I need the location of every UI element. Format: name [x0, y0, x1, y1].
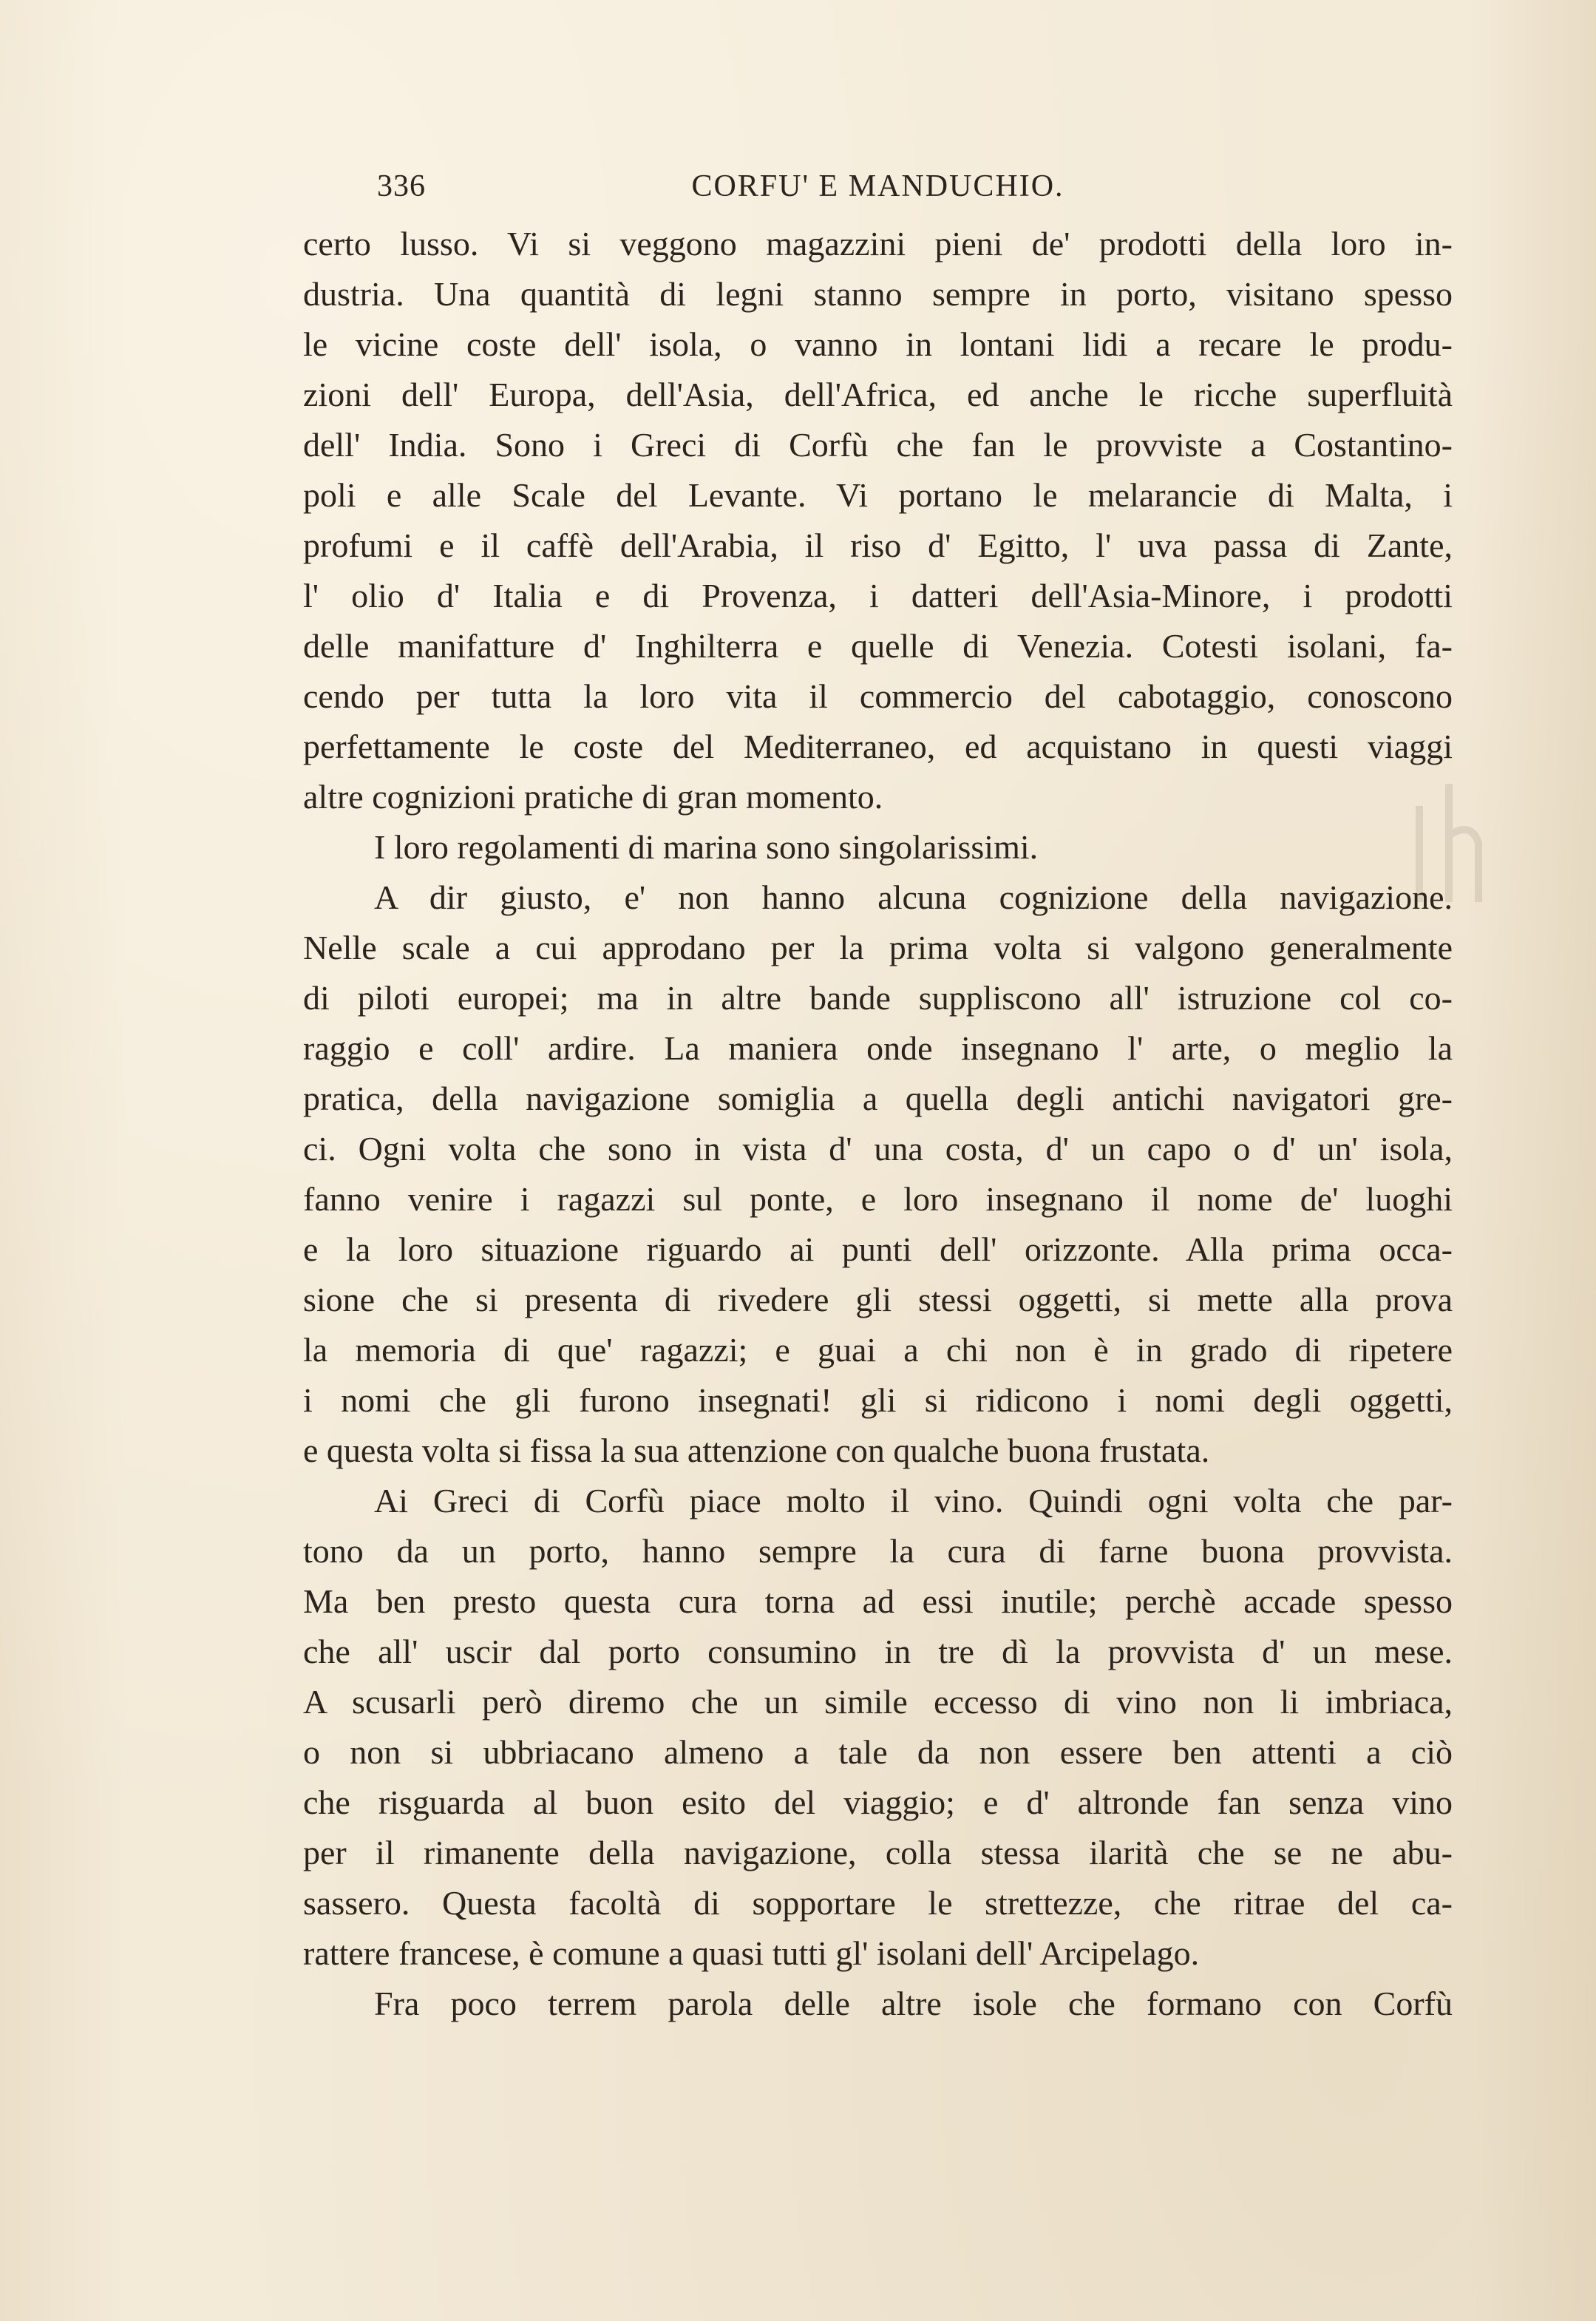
text-line: Ma ben presto questa cura torna ad essi inutile; perchè accade spesso [303, 1582, 1453, 1620]
text-line: per il rimanente della navigazione, colla stessa ilarità che se ne abu- [303, 1834, 1453, 1871]
text-line: sassero. Questa facoltà di sopportare le strettezze, che ritrae del ca- [303, 1884, 1453, 1922]
text-line: Fra poco terrem parola delle altre isole che formano con Corfù [374, 1985, 1453, 2022]
text-line: pratica, della navigazione somiglia a quella degli antichi navigatori gre- [303, 1080, 1453, 1117]
text-line: rattere francese, è comune a quasi tutti gl' isolani dell' Arcipelago. [303, 1934, 1200, 1972]
text-line: che all' uscir dal porto consumino in tre dì la provvista d' un mese. [303, 1633, 1453, 1670]
text-line: poli e alle Scale del Levante. Vi portano le melarancie di Malta, i [303, 476, 1453, 514]
text-line: dell' India. Sono i Greci di Corfù che fan le provviste a Costantino- [303, 426, 1453, 464]
text-line: di piloti europei; ma in altre bande suppliscono all' istruzione col co- [303, 979, 1453, 1017]
text-line: I loro regolamenti di marina sono singolarissimi. [374, 828, 1039, 866]
running-title: CORFU' E MANDUCHIO. [691, 169, 1064, 203]
text-line: che risguarda al buon esito del viaggio; e d' altronde fan senza vino [303, 1783, 1453, 1821]
text-line: A dir giusto, e' non hanno alcuna cognizione della navigazione. [374, 878, 1453, 916]
text-line: cendo per tutta la loro vita il commercio del cabotaggio, conoscono [303, 677, 1453, 715]
text-line: la memoria di que' ragazzi; e guai a chi non è in grado di ripetere [303, 1331, 1453, 1369]
text-line: e la loro situazione riguardo ai punti dell' orizzonte. Alla prima occa- [303, 1230, 1453, 1268]
text-line: perfettamente le coste del Mediterraneo, ed acquistano in questi viaggi [303, 728, 1453, 765]
body-text [303, 219, 1453, 2029]
text-line: l' olio d' Italia e di Provenza, i datteri dell'Asia-Minore, i prodotti [303, 577, 1453, 614]
text-line: profumi e il caffè dell'Arabia, il riso d' Egitto, l' uva passa di Zante, [303, 526, 1453, 564]
text-line: raggio e coll' ardire. La maniera onde insegnano l' arte, o meglio la [303, 1029, 1453, 1067]
text-line: altre cognizioni pratiche di gran momento. [303, 778, 883, 816]
text-line: dustria. Una quantità di legni stanno sempre in porto, visitano spesso [303, 275, 1453, 313]
text-line: delle manifatture d' Inghilterra e quelle di Venezia. Cotesti isolani, fa- [303, 627, 1453, 665]
text-line: e questa volta si fissa la sua attenzione con qualche buona frustata. [303, 1431, 1210, 1469]
text-line: fanno venire i ragazzi sul ponte, e loro insegnano il nome de' luoghi [303, 1180, 1453, 1218]
text-line: tono da un porto, hanno sempre la cura di farne buona provvista. [303, 1532, 1453, 1570]
text-line: o non si ubbriacano almeno a tale da non essere ben attenti a ciò [303, 1733, 1453, 1771]
text-block [303, 169, 1453, 2029]
text-line: le vicine coste dell' isola, o vanno in lontani lidi a recare le produ- [303, 325, 1453, 363]
text-line: Nelle scale a cui approdano per la prima volta si valgono generalmente [303, 929, 1453, 966]
text-line: zioni dell' Europa, dell'Asia, dell'Africa, ed anche le ricche superfluità [303, 376, 1453, 413]
text-line: ci. Ogni volta che sono in vista d' una costa, d' un capo o d' un' isola, [303, 1130, 1453, 1168]
running-head [303, 169, 1453, 219]
page-number: 336 [377, 169, 426, 203]
text-line: i nomi che gli furono insegnati! gli si ridicono i nomi degli oggetti, [303, 1381, 1453, 1419]
text-line: certo lusso. Vi si veggono magazzini pieni de' prodotti della loro in- [303, 225, 1453, 262]
text-line: A scusarli però diremo che un simile eccesso di vino non li imbriaca, [303, 1683, 1453, 1721]
text-line: Ai Greci di Corfù piace molto il vino. Quindi ogni volta che par- [374, 1482, 1453, 1519]
text-line: sione che si presenta di rivedere gli stessi oggetti, si mette alla prova [303, 1281, 1453, 1318]
